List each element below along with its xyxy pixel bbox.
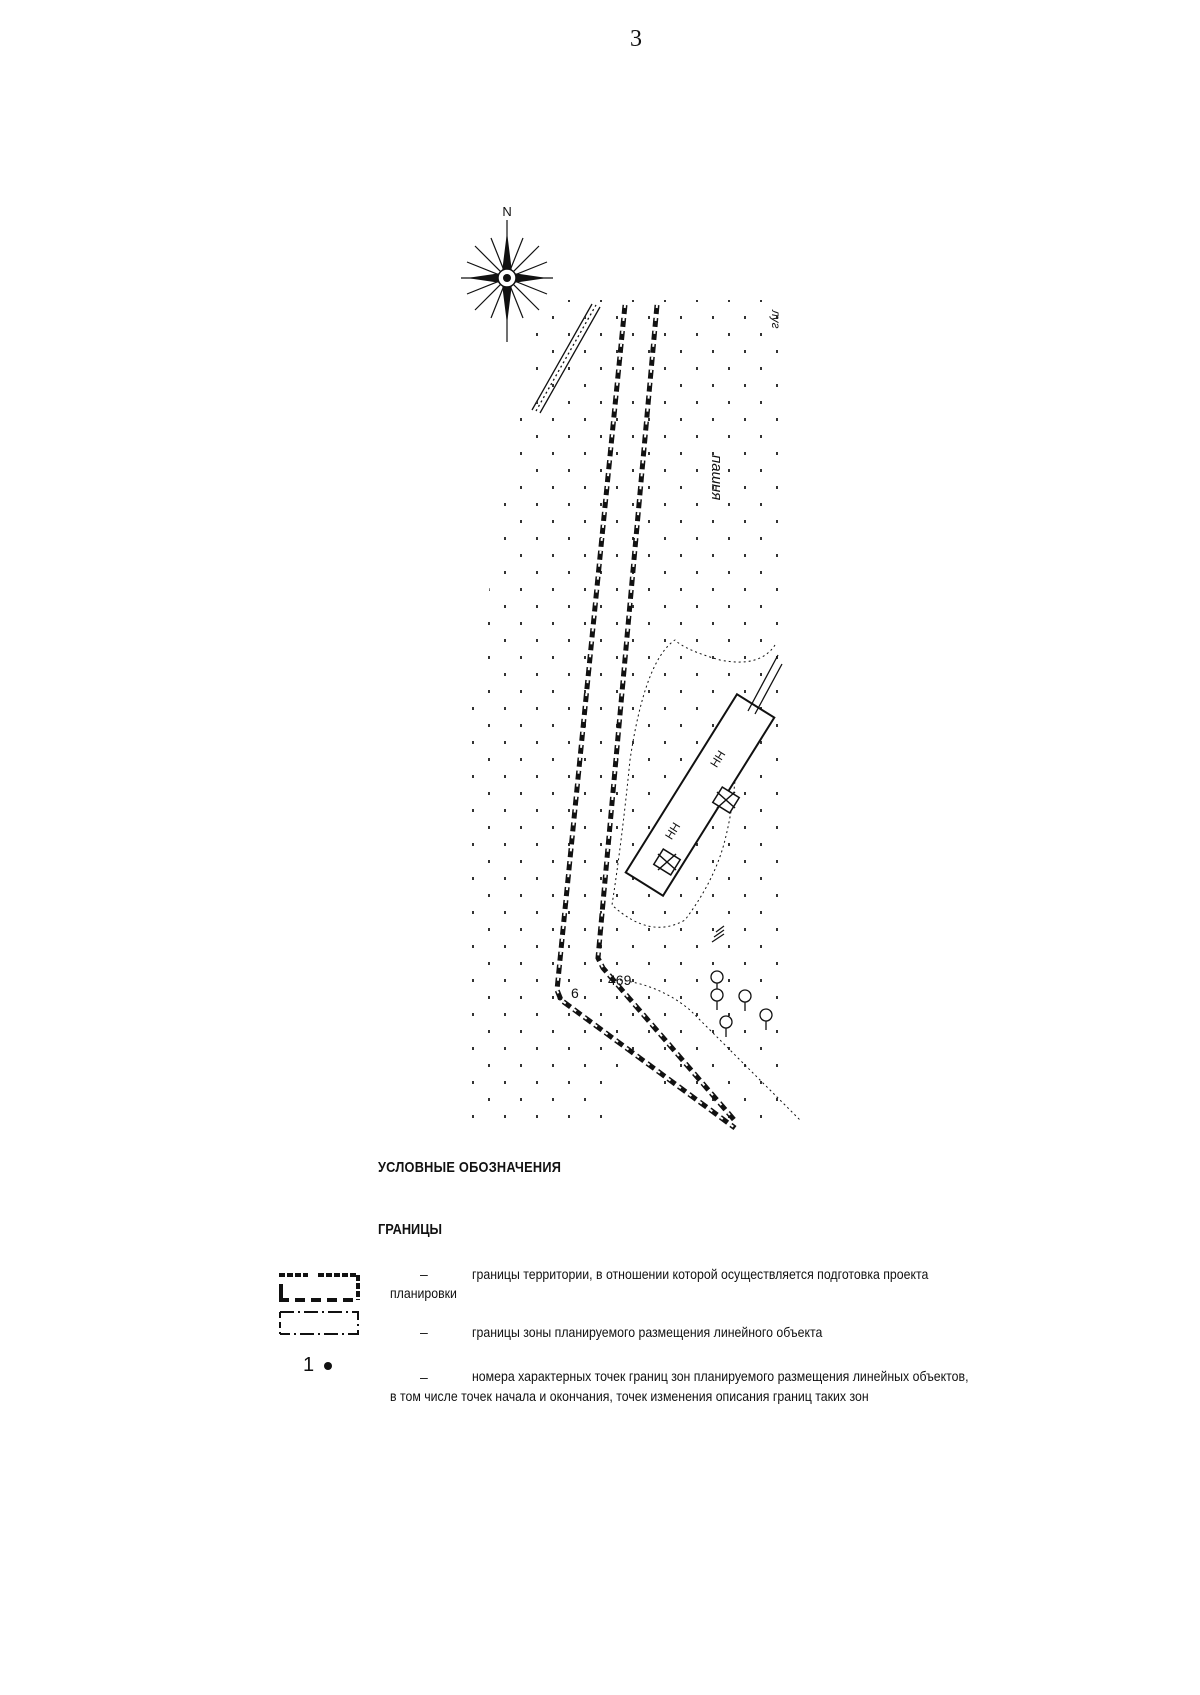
legend-text-1-line-1: границы территории, в отношении которой осуществляется подготовка проекта	[472, 1266, 929, 1282]
legend-text-3-line-2: в том числе точек начала и окончания, точек изменения описания границ таких зон	[390, 1388, 869, 1404]
legend-dash-1: –	[420, 1266, 428, 1282]
building-label-1: НН	[707, 747, 729, 771]
point-number-symbol	[303, 1354, 332, 1377]
legend-title: УСЛОВНЫЕ ОБОЗНАЧЕНИЯ	[378, 1159, 562, 1176]
building-label-2: НН	[662, 819, 684, 843]
point-label-469: 469	[608, 972, 632, 988]
legend-text-2: границы зоны планируемого размещения линейного объекта	[472, 1324, 823, 1340]
boundary-point-marker	[558, 996, 563, 1001]
territory-boundary-symbol-icon	[278, 1270, 362, 1304]
point-marker-icon	[324, 1362, 332, 1370]
field-label: пашня	[708, 455, 725, 501]
point-number-label: 1	[303, 1354, 315, 1376]
legend-dash-3: –	[420, 1369, 428, 1385]
legend-section-boundaries: ГРАНИЦЫ	[378, 1221, 442, 1238]
zone-boundary-symbol-icon	[278, 1310, 362, 1336]
page-number: 3	[630, 26, 642, 52]
legend-dash-2: –	[420, 1324, 428, 1340]
point-label-6: 6	[571, 985, 579, 1001]
edge-label: луг	[769, 310, 783, 329]
legend-text-3-line-1: номера характерных точек границ зон планируемого размещения линейных объектов,	[472, 1368, 969, 1384]
north-label: N	[502, 204, 512, 219]
legend-text-1-line-2: планировки	[390, 1285, 457, 1301]
